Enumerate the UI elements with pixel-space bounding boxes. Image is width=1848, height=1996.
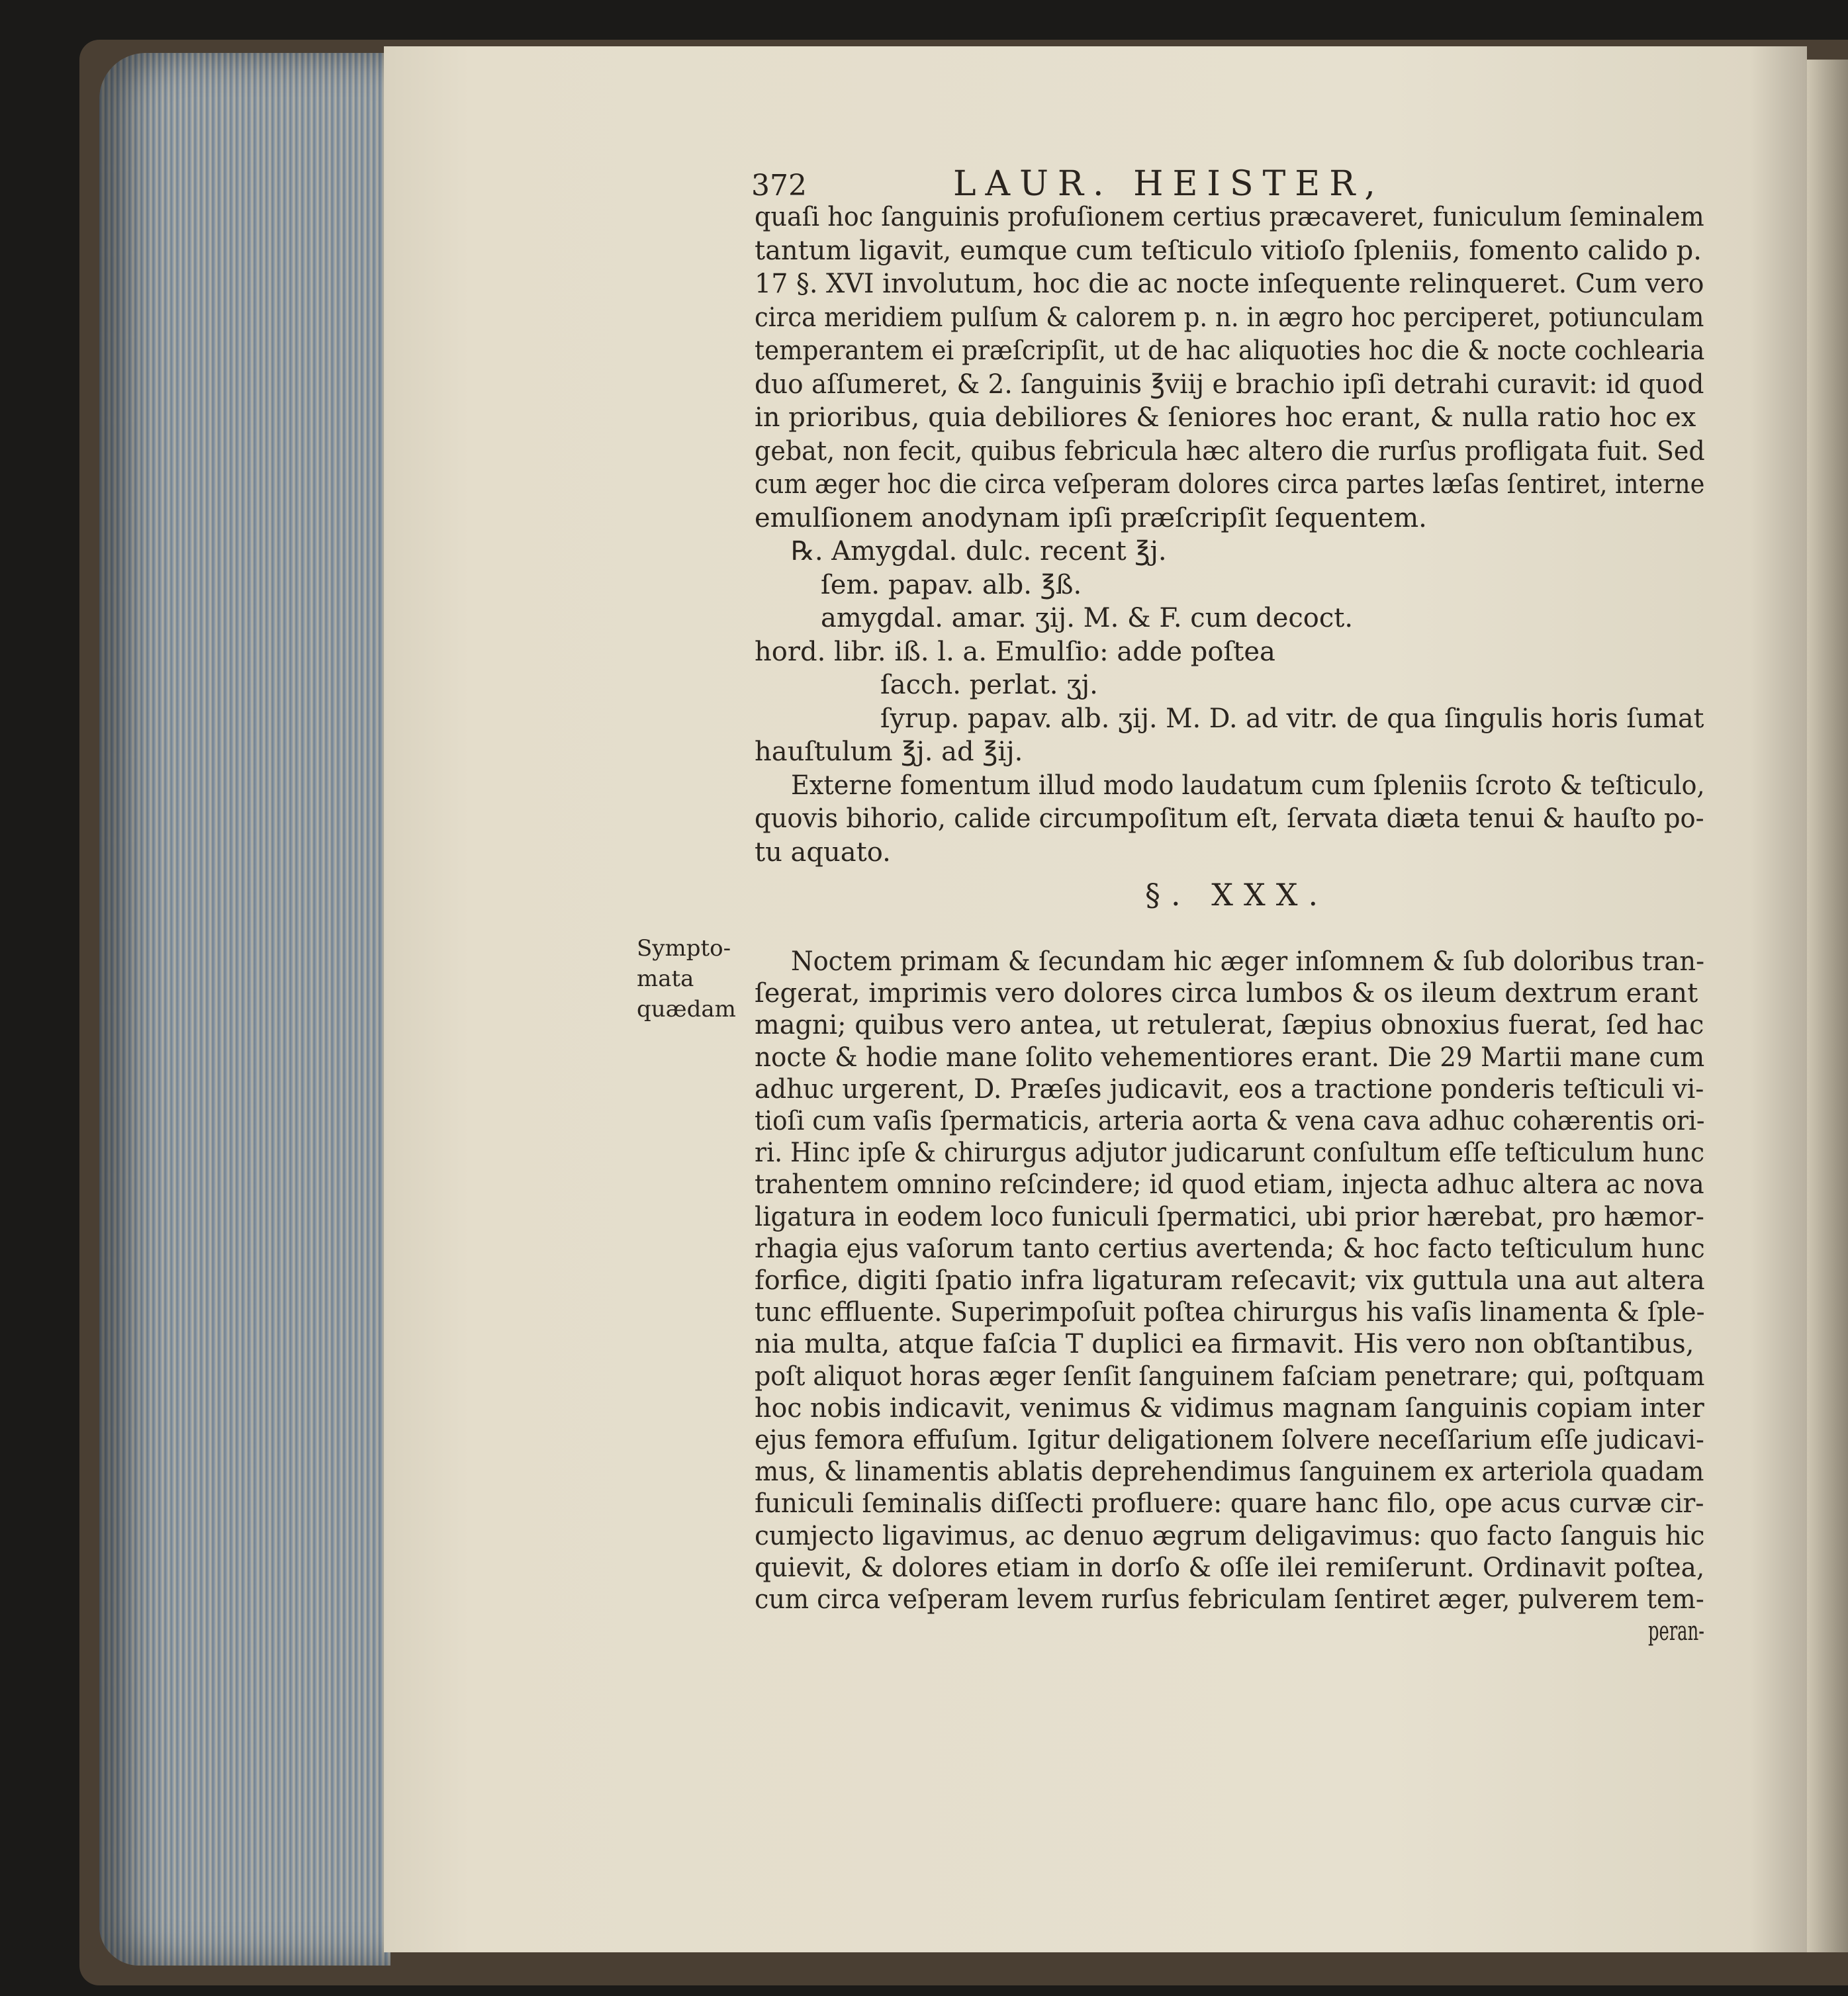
margin-note-line: mata [637,966,694,992]
text-line: ſem. papav. alb. ℥ß. [821,569,1082,600]
text-line: forfice, digiti ſpatio infra ligaturam reſecavit; vix guttula una aut altera [755,1265,1705,1296]
section-heading: §. XXX. [1145,877,1329,913]
text-line: ℞. Amygdal. dulc. recent ℥j. [791,536,1167,567]
text-line: magni; quibus vero antea, ut retulerat, ſæpius obnoxius fuerat, ſed hac [755,1010,1704,1041]
text-line: ri. Hinc ipſe & chirurgus adjutor judicarunt conſultum eſſe teſticulum hunc [755,1138,1705,1169]
running-head: LAUR. HEISTER, [953,164,1385,204]
text-line: cumjecto ligavimus, ac denuo ægrum deligavimus: quo facto ſanguis hic [755,1520,1705,1551]
text-line: 17 §. XVI involutum, hoc die ac nocte inſequente relinqueret. Cum vero [755,269,1704,299]
text-line: hord. libr. iß. l. a. Emulſio: adde poſtea [755,636,1275,667]
text-line: cum circa veſperam levem rurſus febriculam ſentiret æger, pulverem tem- [755,1584,1704,1615]
text-line: in prioribus, quia debiliores & ſeniores hoc erant, & nulla ratio hoc ex [755,402,1696,433]
text-line: ligatura in eodem loco funiculi ſpermatici, ubi prior hærebat, pro hæmor- [755,1201,1704,1232]
text-line: tioſi cum vaſis ſpermaticis, arteria aorta & vena cava adhuc cohærentis ori- [755,1106,1705,1136]
text-line: temperantem ei præſcripſit, ut de hac aliquoties hoc die & nocte cochlearia [755,336,1705,366]
text-line: peran- [1648,1616,1704,1647]
text-line: Noctem primam & ſecundam hic æger inſomnem & ſub doloribus tran- [791,946,1705,977]
text-line: duo aſſumeret, & 2. ſanguinis ℥viij e brachio ipſi detrahi curavit: id quod [755,369,1704,400]
text-line: poſt aliquot horas æger ſenſit ſanguinem faſciam penetrare; qui, poſtquam [755,1361,1705,1392]
margin-note-line: Sympto- [637,935,731,962]
facing-page-edge [1807,60,1848,1952]
page-fore-edge [99,53,391,1966]
text-line: funiculi ſeminalis diſſecti profluere: quare hanc filo, ope acus curvæ cir- [755,1488,1704,1520]
text-line: nia multa, atque faſcia T duplici ea firmavit. His vero non obſtantibus, [755,1329,1694,1360]
text-line: ſyrup. papav. alb. ʒij. M. D. ad vitr. de qua ſingulis horis ſumat [880,703,1704,734]
text-line: amygdal. amar. ʒij. M. & F. cum decoct. [821,603,1354,633]
text-line: rhagia ejus vaſorum tanto certius avertenda; & hoc facto teſticulum hunc [755,1233,1705,1264]
page-number: 372 [751,169,807,203]
text-line: adhuc urgerent, D. Præſes judicavit, eos a tractione ponderis teſticuli vi- [755,1073,1704,1105]
text-line: tu aquato. [755,837,891,868]
margin-note-line: quædam [637,996,736,1022]
text-line: mus, & linamentis ablatis deprehendimus ſanguinem ex arteriola quadam [755,1457,1704,1488]
text-line: hauſtulum ℥j. ad ℥ij. [755,737,1023,767]
text-line: tunc effluente. Superimpoſuit poſtea chirurgus his vaſis linamenta & ſple- [755,1297,1705,1328]
text-line: Externe fomentum illud modo laudatum cum ſpleniis ſcroto & teſticulo, [791,770,1705,801]
text-line: tantum ligavit, eumque cum teſticulo vitioſo ſpleniis, fomento calido p. [755,235,1702,266]
text-line: ejus femora effuſum. Igitur deligationem ſolvere neceſſarium eſſe judicavi- [755,1425,1704,1455]
margin-note [637,933,736,1024]
text-line: cum æger hoc die circa veſperam dolores circa partes læſas ſentiret, interne [755,469,1705,500]
text-line: quievit, & dolores etiam in dorſo & oſſe ilei remiſerunt. Ordinavit poſtea, [755,1552,1705,1583]
text-line: ſacch. perlat. ʒj. [880,670,1098,700]
text-line: trahentem omnino reſcindere; id quod etiam, injecta adhuc altera ac nova [755,1169,1704,1201]
text-line: hoc nobis indicavit, venimus & vidimus magnam ſanguinis copiam inter [755,1392,1704,1424]
text-line: quaſi hoc ſanguinis profuſionem certius præcaveret, funiculum ſeminalem [755,202,1704,232]
text-line: circa meridiem pulſum & calorem p. n. in ægro hoc perciperet, potiunculam [755,302,1704,333]
text-line: quovis bihorio, calide circumpoſitum eſt, ſervata diæta tenui & hauſto po- [755,803,1704,834]
text-line: gebat, non fecit, quibus febricula hæc altero die rurſus profligata fuit. Sed [755,435,1705,467]
text-line: nocte & hodie mane ſolito vehementiores erant. Die 29 Martii mane cum [755,1042,1705,1073]
text-line: emulſionem anodynam ipſi præſcripſit ſequentem. [755,502,1427,533]
text-line: ſegerat, imprimis vero dolores circa lumbos & os ileum dextrum erant [755,978,1698,1009]
